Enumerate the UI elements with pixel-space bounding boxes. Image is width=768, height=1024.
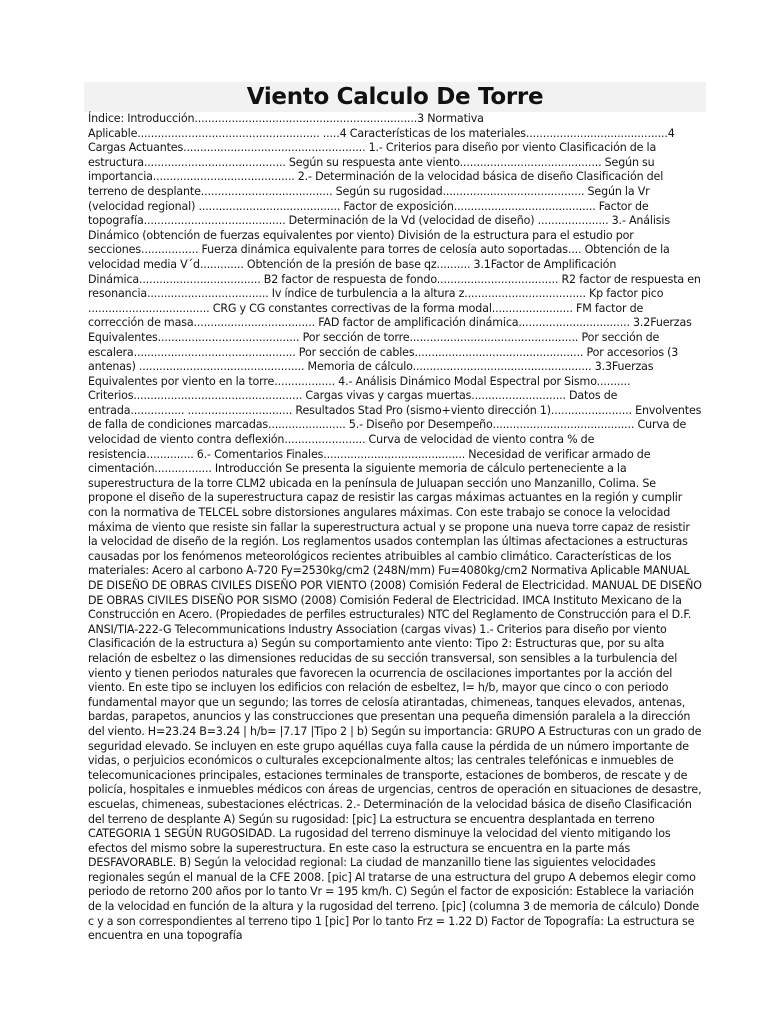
- document-title: Viento Calculo De Torre: [246, 84, 544, 110]
- document-body-text: Índice: Introducción..................................................................3 Normativa Aplicable...................................................... .....4 Características de los materiales..........................................4 Cargas Actuantes...................................................... 1.- Criterios para diseño por viento Clasificación de la estructura.......................................... Según su respuesta ante viento.......................................... Según su importancia.......................................... 2.- Determinación de la velocidad básica de diseño Clasificación del terreno de desplante....................................... Según su rugosidad.......................................... Según la Vr (velocidad regional) .......................................... Factor de exposición.......................................... Factor de topografía.......................................... Determinación de la Vd (velocidad de diseño) ..................... 3.- Análisis Dinámico (obtención de fuerzas equivalentes por viento) División de la estructura para el estudio por secciones................. Fuerza dinámica equivalente para torres de celosía auto soportadas.... Obtención de la velocidad media V´d............. Obtención de la presión de base qz.......... 3.1Factor de Amplificación Dinámica.................................... B2 factor de respuesta de fondo.................................... R2 factor de respuesta en resonancia.................................... Iv índice de turbulencia a la altura z.................................... Kp factor pico .................................... CRG y CG constantes correctivas de la forma modal........................ FM factor de corrección de masa.................................... FAD factor de amplificación dinámica................................. 3.2Fuerzas Equivalentes.......................................... Por sección de torre.................................................. Por sección de escalera................................................ Por sección de cables.................................................. Por accesorios (3 antenas) ................................................. Memoria de cálculo..................................................... 3.3Fuerzas Equivalentes por viento en la torre.................. 4.- Análisis Dinámico Modal Espectral por Sismo.......... Criterios.................................................. Cargas vivas y cargas muertas............................ Datos de entrada................ ............................... Resultados Stad Pro (sismo+viento dirección 1)........................ Envolventes de falla de condiciones marcadas....................... 5.- Diseño por Desempeño.......................................... Curva de velocidad de viento contra deflexión........................ Curva de velocidad de viento contra % de resistencia.............. 6.- Comentarios Finales.......................................... Necesidad de verificar armado de cimentación................. Introducción Se presenta la siguiente memoria de cálculo perteneciente a la superestructura de la torre CLM2 ubicada en la península de Juluapan sección uno Manzanillo, Colima. Se propone el diseño de la superestructura capaz de resistir las cargas máximas actuantes en la región y cumplir con la normativa de TELCEL sobre distorsiones angulares máximas. Con este trabajo se conoce la velocidad máxima de viento que resiste sin fallar la superestructura actual y se propone una nueva torre capaz de resistir la velocidad de diseño de la región. Los reglamentos usados contemplan las últimas afectaciones a estructuras causadas por los fenómenos meteorológicos recientes atribuibles al cambio climático. Características de los materiales: Acero al carbono A-720 Fy=2530kg/cm2 (248N/mm) Fu=4080kg/cm2 Normativa Aplicable MANUAL DE DISEÑO DE OBRAS CIVILES DISEÑO POR VIENTO (2008) Comisión Federal de Electricidad. MANUAL DE DISEÑO DE OBRAS CIVILES DISEÑO POR SISMO (2008) Comisión Federal de Electricidad. IMCA Instituto Mexicano de la Construcción en Acero. (Propiedades de perfiles estructurales) NTC del Reglamento de Construcción para el D.F. ANSI/TIA-222-G Telecommunications Industry Association (cargas vivas) 1.- Criterios para diseño por viento Clasificación de la estructura a) Según su comportamiento ante viento: Tipo 2: Estructuras que, por su alta relación de esbeltez o las dimensiones reducidas de su sección transversal, son sensibles a la turbulencia del viento y tienen periodos naturales que favorecen la ocurrencia de oscilaciones importantes por la acción del viento. En este tipo se incluyen los edificios con relación de esbeltez, l= h/b, mayor que cinco o con periodo fundamental mayor que un segundo; las torres de celosía atirantadas, chimeneas, tanques elevados, antenas, bardas, parapetos, anuncios y las construcciones que presentan una pequeña dimensión paralela a la dirección del viento. H=23.24 B=3.24 | h/b= |7.17 |Tipo 2 | b) Según su importancia: GRUPO A Estructuras con un grado de seguridad elevado. Se incluyen en este grupo aquéllas cuya falla cause la pérdida de un número importante de vidas, o perjuicios económicos o culturales excepcionalmente altos; las centrales telefónicas e inmuebles de telecomunicaciones principales, estaciones terminales de transporte, estaciones de bomberos, de rescate y de policía, hospitales e inmuebles médicos con áreas de urgencias, centros de operación en situaciones de desastre, escuelas, chimeneas, subestaciones eléctricas. 2.- Determinación de la velocidad básica de diseño Clasificación del terreno de desplante A) Según su rugosidad: [pic] La estructura se encuentra desplantada en terreno CATEGORIA 1 SEGÚN RUGOSIDAD. La rugosidad del terreno disminuye la velocidad del viento mitigando los efectos del mismo sobre la superestructura. En este caso la estructura se encuentra en la parte más DESFAVORABLE. B) Según la velocidad regional: La ciudad de manzanillo tiene las siguientes velocidades regionales según el manual de la CFE 2008. [pic] Al tratarse de una estructura del grupo A debemos elegir como periodo de retorno 200 años por lo tanto Vr = 195 km/h. C) Según el factor de exposición: Establece la variación de la velocidad en función de la altura y la rugosidad del terreno. [pic] (columna 3 de memoria de cálculo) Donde c y a son correspondientes al terreno tipo 1 [pic] Por lo tanto Frz = 1.22 D) Factor de Topografía: La estructura se encuentra en una topografía: [88, 112, 702, 943]
- title-bar: [84, 82, 706, 112]
